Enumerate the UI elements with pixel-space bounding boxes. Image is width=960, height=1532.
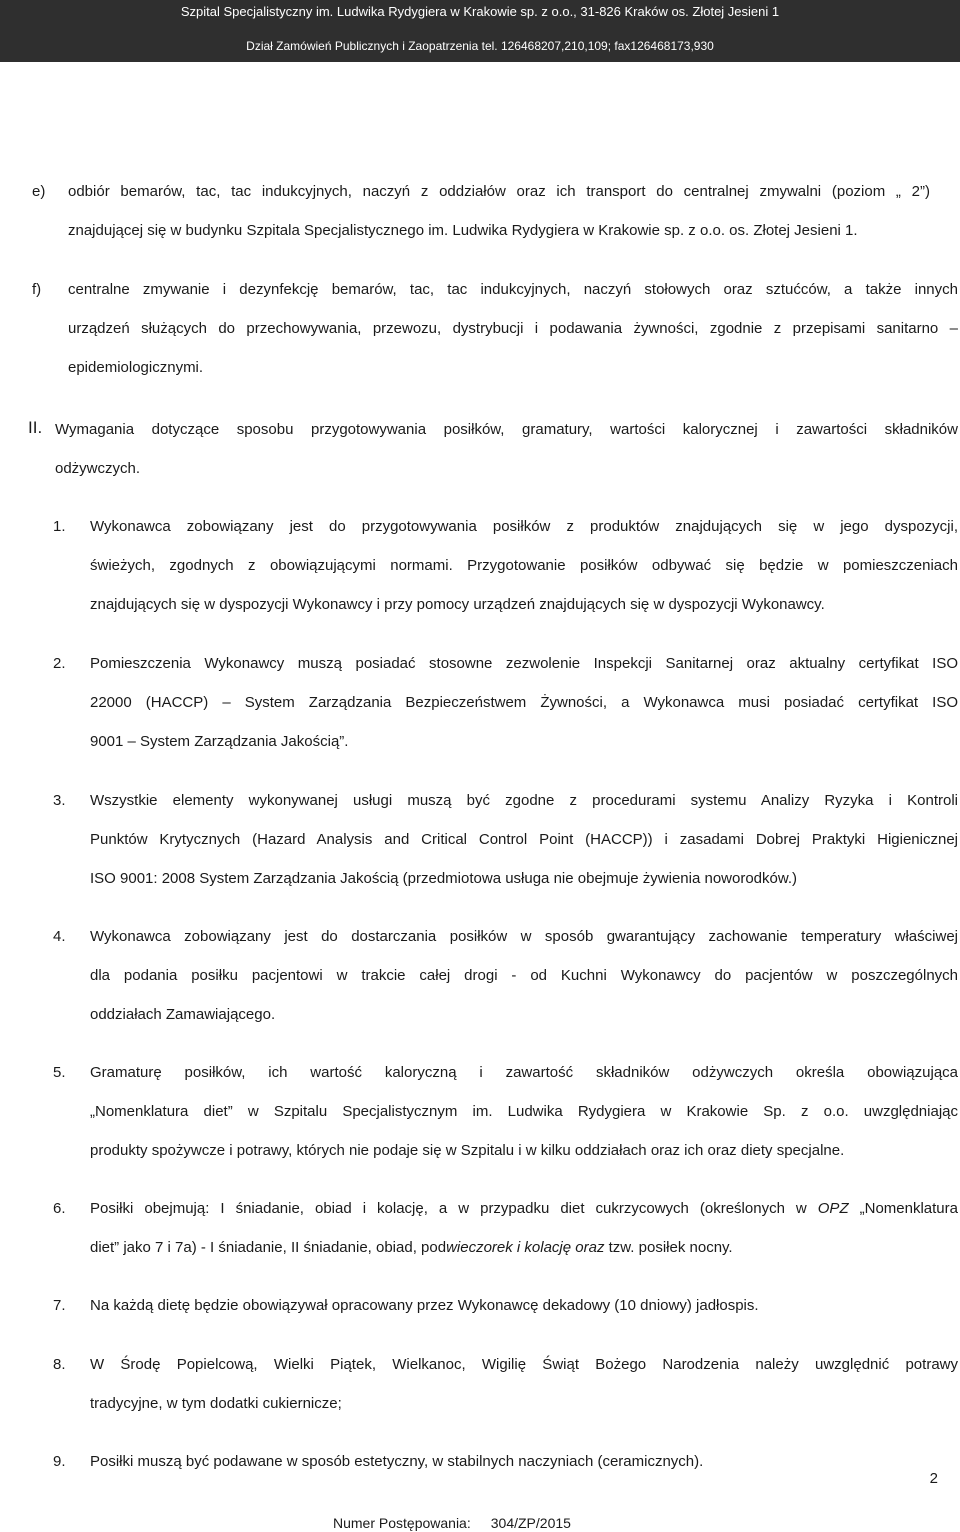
item-1-line-3: znajdujących się w dyspozycji Wykonawcy i przy pomocy urządzeń znajdujących się w dyspozycji Wykonawcy. [90,596,825,613]
item-2-marker: 2. [53,655,66,672]
item-5-line-3: produkty spożywcze i potrawy, których nie podaje się w Szpitalu i w kilku oddziałach oraz ich oraz diety specjalne. [90,1142,845,1159]
item-f-marker: f) [32,281,42,298]
item-4-line-3: oddziałach Zamawiającego. [90,1006,276,1023]
item-e-marker: e) [32,183,46,200]
item-2-line-1: Pomieszczenia Wykonawcy muszą posiadać stosowne zezwolenie Inspekcji Sanitarnej oraz aktualny certyfikat ISO [90,655,958,672]
item-5-line-2: „Nomenklatura diet” w Szpitalu Specjalistycznym im. Ludwika Rydygiera w Krakowie Sp. z o.o. uwzględniając [90,1103,958,1120]
section-ii-line-2: odżywczych. [55,460,141,477]
item-8-line-1: W Środę Popielcową, Wielki Piątek, Wielkanoc, Wigilię Świąt Bożego Narodzenia należy uwzględnić potrawy [90,1356,958,1373]
item-3-line-2: Punktów Krytycznych (Hazard Analysis and Critical Control Point (HACCP)) i zasadami Dobrej Praktyki Higienicznej [90,831,958,848]
item-f-line-1: centralne zmywanie i dezynfekcję bemarów, tac, tac indukcyjnych, naczyń stołowych oraz sztućców, a także innych [68,281,958,298]
page-footer [333,1515,571,1531]
page-header [0,0,960,62]
item-e-line-2: znajdującej się w budynku Szpitala Specjalistycznego im. Ludwika Rydygiera w Krakowie sp. z o.o. os. Złotej Jesieni 1. [68,222,858,239]
item-5-line-1: Gramaturę posiłków, ich wartość kaloryczną i zawartość składników odżywczych określa obowiązująca [90,1064,958,1081]
item-9-marker: 9. [53,1453,66,1470]
item-f-line-2: urządzeń służących do przechowywania, przewozu, dystrybucji i podawania żywności, zgodnie z przepisami sanitarno – [68,320,958,337]
item-6-line-2-text: diet” jako 7 i 7a) - I śniadanie, II śniadanie, obiad, pod [90,1239,447,1256]
item-6-line-2-end: tzw. posiłek nocny. [604,1239,733,1256]
item-2-line-2: 22000 (HACCP) – System Zarządzania Bezpieczeństwem Żywności, a Wykonawca musi posiadać certyfikat ISO [90,694,958,711]
item-8-marker: 8. [53,1356,66,1373]
item-6-line-2-italic: wieczorek i kolację oraz [446,1239,605,1256]
section-ii-line-1: Wymagania dotyczące sposobu przygotowywania posiłków, gramatury, wartości kalorycznej i zawartości składników [55,421,958,438]
item-7-line-1: Na każdą dietę będzie obowiązywał opracowany przez Wykonawcę dekadowy (10 dniowy) jadłospis. [90,1297,759,1314]
item-7-marker: 7. [53,1297,66,1314]
item-4-line-1: Wykonawca zobowiązany jest do dostarczania posiłków w sposób gwarantujący zachowanie temperatury właściwej [90,928,958,945]
footer-case-number: 304/ZP/2015 [490,1515,571,1531]
footer-label: Numer Postępowania: [333,1515,471,1531]
section-ii-marker: II. [28,418,43,437]
item-1-marker: 1. [53,518,66,535]
item-6-marker: 6. [53,1200,66,1217]
item-4-marker: 4. [53,928,66,945]
item-6-line-1-italic: OPZ [817,1200,849,1217]
item-1-line-2: świeżych, zgodnych z obowiązującymi normami. Przygotowanie posiłków odbywać się będzie w pomieszczeniach [90,557,958,574]
item-9-line-1: Posiłki muszą być podawane w sposób estetyczny, w stabilnych naczyniach (ceramicznych). [90,1453,704,1470]
item-1-line-1: Wykonawca zobowiązany jest do przygotowywania posiłków z produktów znajdujących się w jego dyspozycji, [90,518,958,535]
item-6-line-1 [90,1199,958,1219]
item-f-line-3: epidemiologicznymi. [68,359,204,376]
header-address: Szpital Specjalistyczny im. Ludwika Rydygiera w Krakowie sp. z o.o., 31-826 Kraków os. Złotej Jesieni 1 [180,4,780,19]
header-department: Dział Zamówień Publicznych i Zaopatrzenia tel. 126468207,210,109; fax126468173,930 [246,39,714,53]
item-6-line-2 [90,1238,733,1258]
item-3-line-1: Wszystkie elementy wykonywanej usługi muszą być zgodne z procedurami systemu Analizy Ryzyka i Kontroli [90,792,958,809]
item-3-marker: 3. [53,792,66,809]
item-6-line-1-end: „Nomenklatura [848,1200,958,1217]
item-3-line-3: ISO 9001: 2008 System Zarządzania Jakością (przedmiotowa usługa nie obejmuje żywienia noworodków.) [90,870,798,887]
item-4-line-2: dla podania posiłku pacjentowi w trakcie całej drogi - od Kuchni Wykonawcy do pacjentów w poszczególnych [90,967,958,984]
item-8-line-2: tradycyjne, w tym dodatki cukiernicze; [90,1395,342,1412]
item-e-line-1: odbiór bemarów, tac, tac indukcyjnych, naczyń z oddziałów oraz ich transport do centralnej zmywalni (poziom „ 2”) [68,183,930,200]
item-6-line-1-text: Posiłki obejmują: I śniadanie, obiad i kolację, a w przypadku diet cukrzycowych (określonych w [90,1200,818,1217]
item-5-marker: 5. [53,1064,66,1081]
item-2-line-3: 9001 – System Zarządzania Jakością”. [90,733,349,750]
page-number: 2 [929,1470,938,1487]
